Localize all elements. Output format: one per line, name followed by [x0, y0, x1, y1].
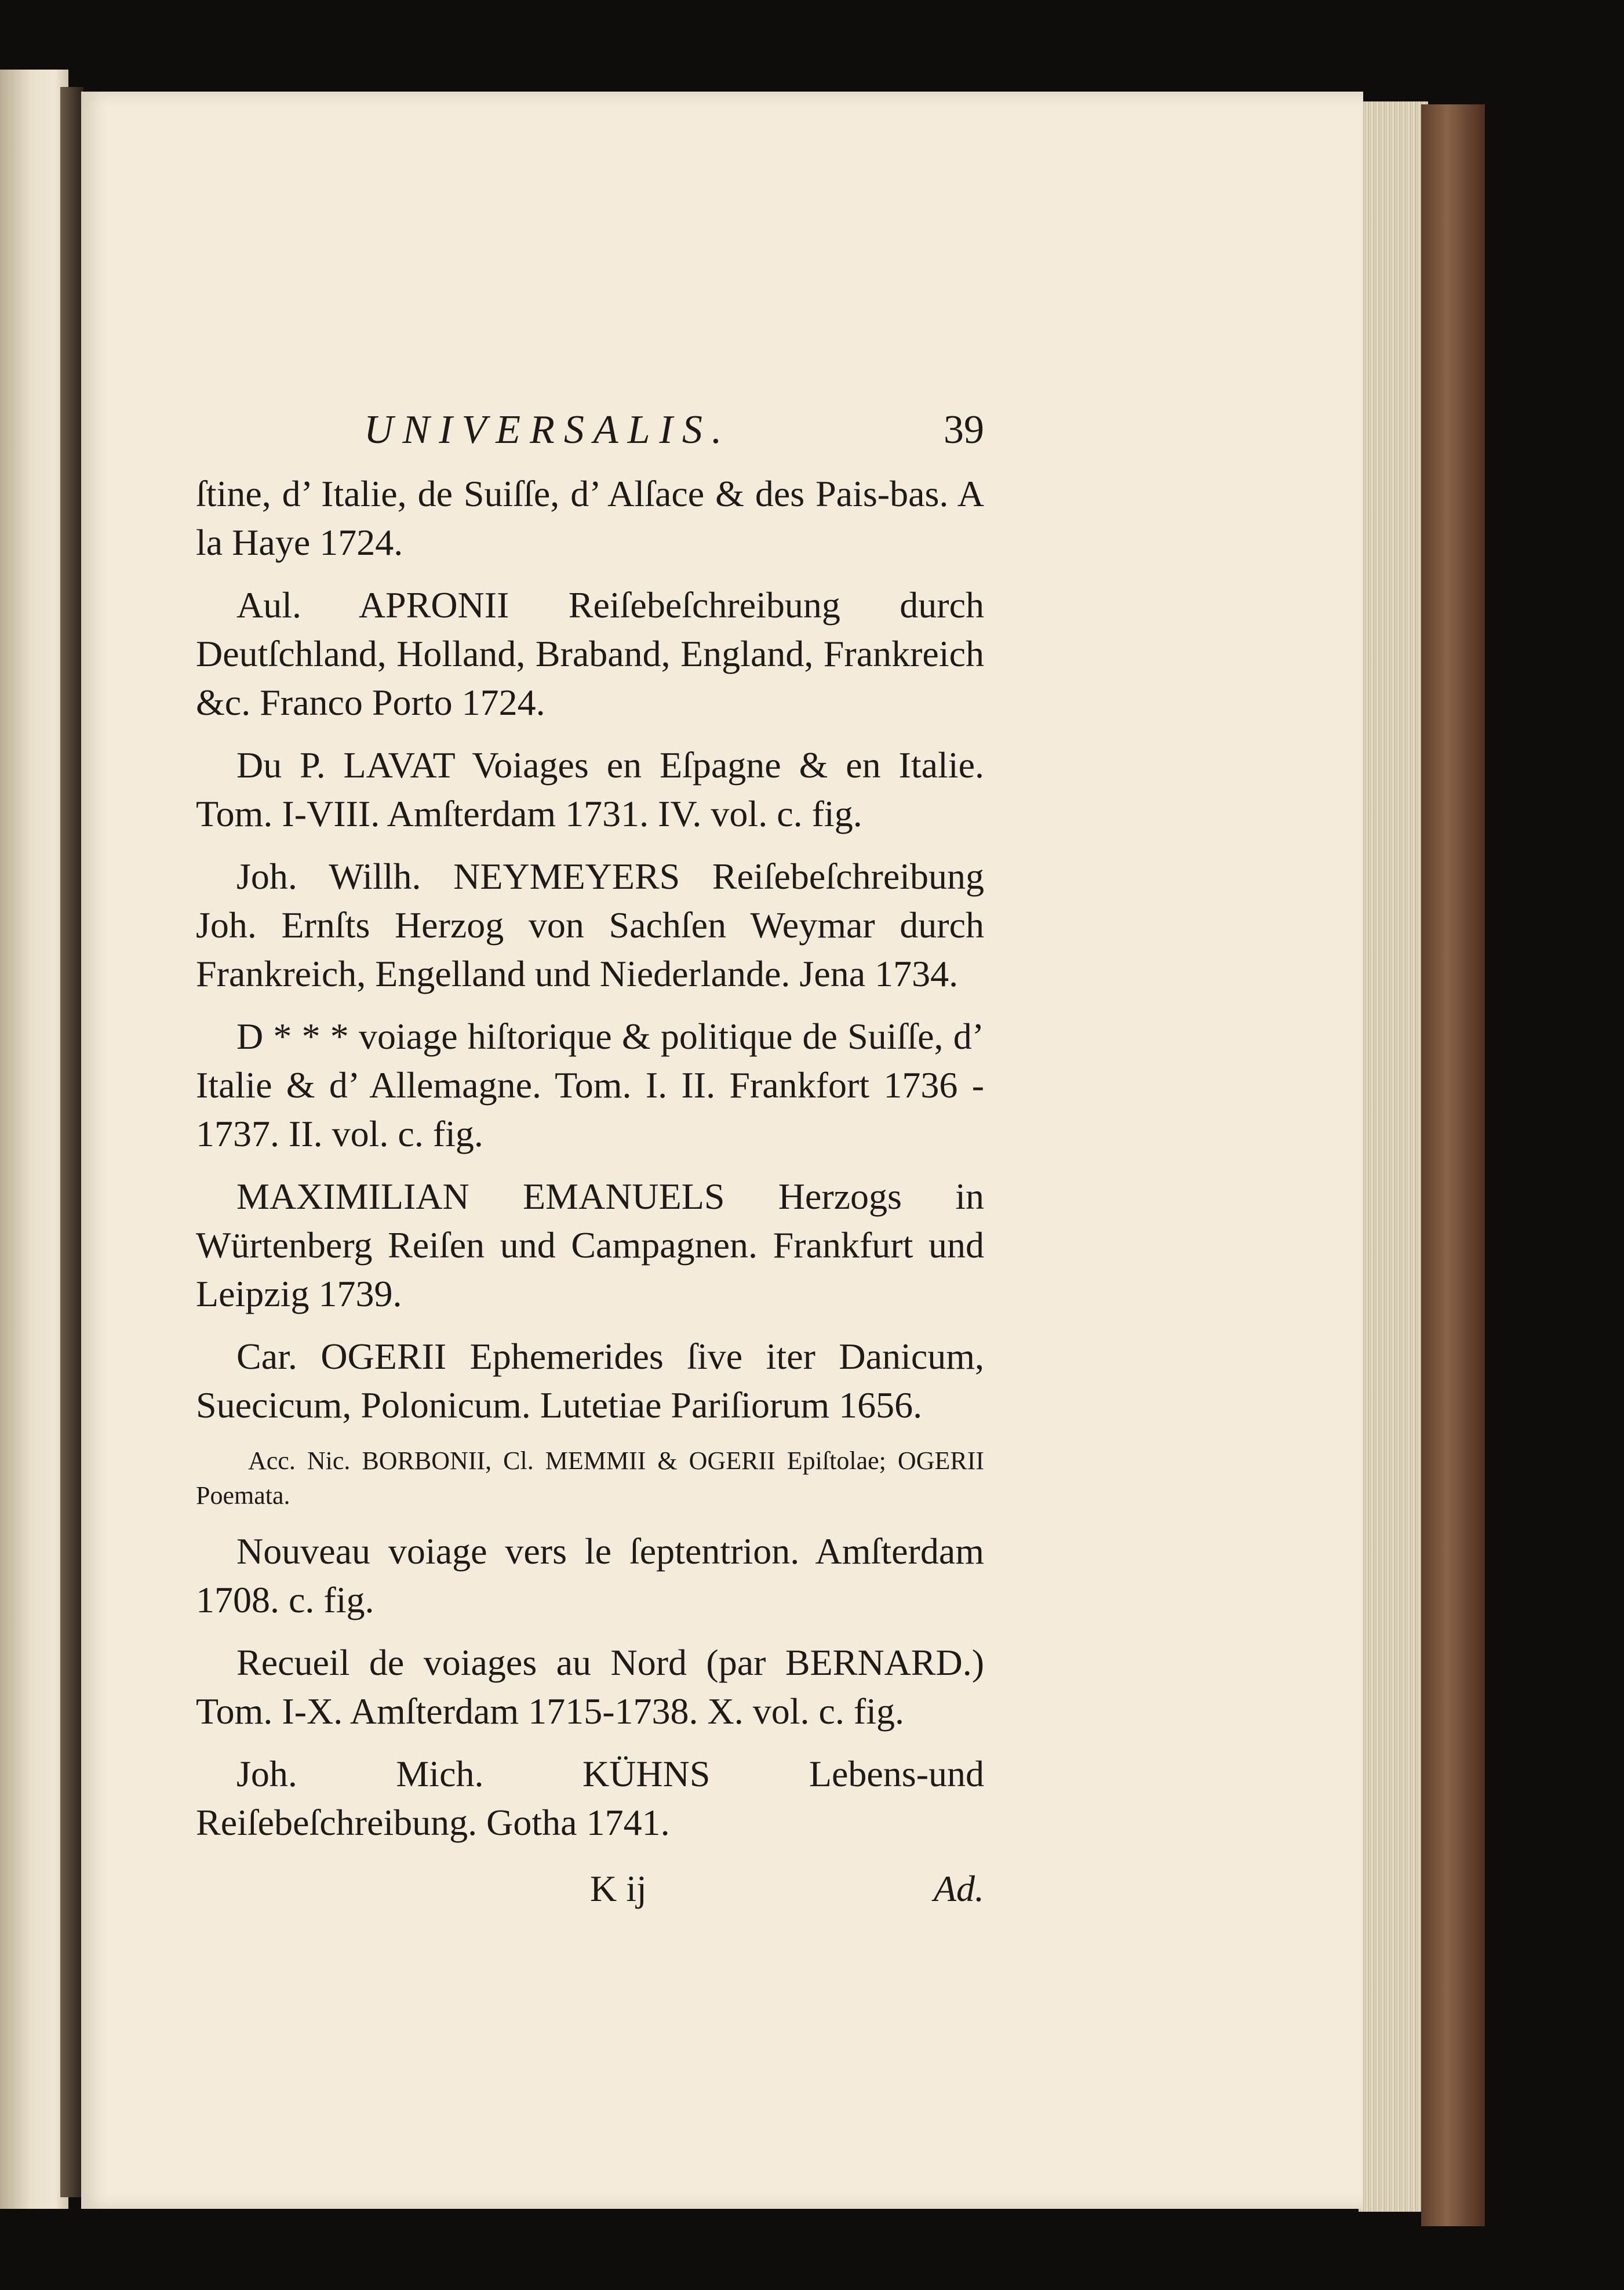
entry-9: Recueil de voiages au Nord (par BERNARD.) Tom. I-X. Amſterdam 1715-1738. X. vol. c. fig.: [196, 1642, 984, 1732]
page-number: 39: [944, 408, 984, 452]
entry-note: Acc. Nic. BORBONII, Cl. MEMMII & OGERII Epiſtolae; OGERII Poemata.: [196, 1446, 984, 1510]
entry-7: Car. OGERII Ephemerides ſive iter Danicum, Suecicum, Polonicum. Lutetiae Pariſiorum 1656.: [196, 1336, 984, 1426]
page-block-edges: [1359, 101, 1428, 2212]
entry-10: Joh. Mich. KÜHNS Lebens-und Reiſebeſchreibung. Gotha 1741.: [196, 1753, 984, 1843]
catchword: Ad.: [933, 1868, 984, 1909]
book-cover-edge: [1421, 104, 1485, 2226]
running-head-title: UNIVERSALIS.: [364, 408, 731, 452]
page-text: [196, 406, 984, 1917]
entry-3: Du P. LAVAT Voiages en Eſpagne & en Italie. Tom. I-VIII. Amſterdam 1731. IV. vol. c. fig.: [196, 744, 984, 834]
entry-2: Aul. APRONII Reiſebeſchreibung durch Deutſchland, Holland, Braband, England, Frankreich &c. Franco Porto 1724.: [196, 584, 984, 723]
page-footer: [196, 1864, 984, 1917]
entry-6: MAXIMILIAN EMANUELS Herzogs in Würtenberg Reiſen und Campagnen. Frankfurt und Leipzig 1739.: [196, 1176, 984, 1314]
entry-4: Joh. Willh. NEYMEYERS Reiſebeſchreibung Joh. Ernſts Herzog von Sachſen Weymar durch Frankreich, Engelland und Niederlande. Jena 1734.: [196, 856, 984, 994]
facing-page-edge: [0, 70, 68, 2209]
signature-mark: K ij: [590, 1868, 647, 1909]
running-head: [196, 406, 984, 470]
entry-8: Nouveau voiage vers le ſeptentrion. Amſterdam 1708. c. fig.: [196, 1531, 984, 1620]
entry-1: ſtine, d’ Italie, de Suiſſe, d’ Alſace & des Pais-bas. A la Haye 1724.: [196, 473, 984, 563]
book-gutter: [60, 87, 83, 2197]
entry-5: D * * * voiage hiſtorique & politique de Suiſſe, d’ Italie & d’ Allemagne. Tom. I. II. Frankfort 1736 - 1737. II. vol. c. fig.: [196, 1016, 984, 1154]
